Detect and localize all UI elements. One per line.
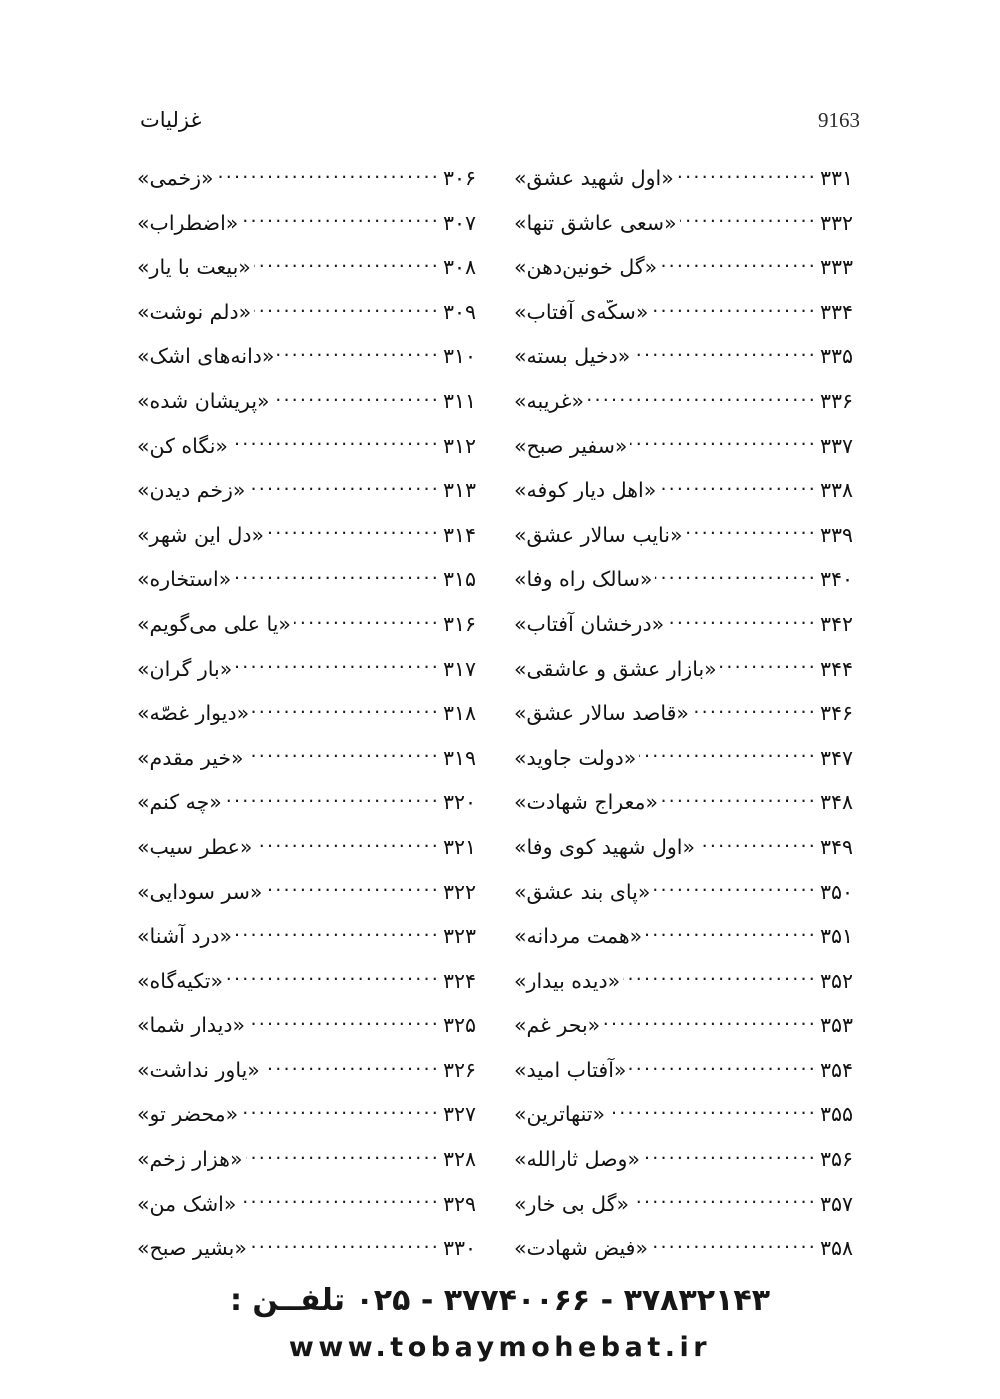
toc-dot-leader	[235, 660, 440, 676]
toc-entry-page-number: ۳۲۴	[443, 968, 477, 993]
toc-entry-title: «بیعت با یار»	[137, 255, 251, 280]
toc-dot-leader	[254, 258, 440, 274]
toc-entry-page-number: ۳۱۴	[443, 522, 477, 547]
footer-website[interactable]: www.tobaymohebat.ir	[288, 1332, 712, 1363]
toc-entry[interactable]	[509, 1102, 868, 1147]
toc-dot-leader	[231, 437, 440, 453]
toc-dot-leader	[645, 927, 817, 943]
toc-dot-leader	[267, 526, 440, 542]
toc-dot-leader	[651, 303, 817, 319]
toc-dot-leader	[225, 793, 440, 809]
toc-entry-page-number: ۳۴۷	[820, 745, 854, 770]
toc-entry-title: «درد آشنا»	[137, 924, 233, 949]
toc-entry[interactable]	[132, 211, 491, 256]
toc-entry[interactable]	[509, 478, 868, 523]
toc-dot-leader	[667, 615, 817, 631]
toc-entry-page-number: ۳۳۰	[443, 1236, 477, 1261]
toc-entry[interactable]	[132, 924, 491, 969]
toc-dot-leader	[603, 1016, 817, 1032]
toc-entry-page-number: ۳۱۵	[443, 567, 477, 592]
toc-entry[interactable]	[132, 1236, 491, 1281]
toc-entry[interactable]	[509, 166, 868, 211]
toc-entry-page-number: ۳۳۶	[820, 388, 854, 413]
toc-entry[interactable]	[132, 166, 491, 211]
toc-entry[interactable]	[132, 1192, 491, 1237]
toc-dot-leader	[659, 481, 817, 497]
toc-dot-leader	[629, 1061, 817, 1077]
toc-entry-title: «زخم دیدن»	[137, 478, 246, 503]
toc-dot-leader	[630, 437, 817, 453]
toc-entry[interactable]	[509, 389, 868, 434]
toc-entry-title: «اول شهید عشق»	[514, 166, 674, 190]
footer-phone-label: تلفــن :	[229, 1283, 345, 1318]
toc-dot-leader	[655, 570, 817, 586]
toc-dot-leader	[254, 303, 440, 319]
toc-dot-leader	[241, 1105, 440, 1121]
toc-entry-title: «یا علی می‌گویم»	[137, 611, 291, 636]
toc-dot-leader	[680, 214, 817, 230]
toc-entry-title: «زخمی»	[137, 166, 214, 190]
toc-dot-leader	[677, 169, 817, 185]
index-column-left	[509, 166, 868, 1281]
toc-entry-page-number: ۳۳۷	[820, 433, 854, 458]
toc-entry-page-number: ۳۱۲	[443, 433, 477, 458]
toc-entry[interactable]	[509, 1058, 868, 1103]
toc-entry-title: «تکیه‌گاه»	[137, 968, 224, 993]
toc-entry-page-number: ۳۳۵	[820, 344, 854, 369]
toc-entry[interactable]	[509, 835, 868, 880]
toc-entry-page-number: ۳۲۳	[443, 924, 477, 949]
toc-entry-page-number: ۳۵۸	[820, 1236, 854, 1261]
toc-dot-leader	[653, 883, 817, 899]
index-column-right	[132, 166, 491, 1281]
toc-entry[interactable]	[509, 523, 868, 568]
toc-entry-title: «نایب سالار عشق»	[514, 522, 683, 547]
toc-entry-title: «دانه‌های اشک»	[137, 344, 275, 369]
toc-entry-title: «غریبه»	[514, 388, 584, 413]
toc-dot-leader	[217, 169, 440, 185]
toc-entry-title: «گل خونین‌دهن»	[514, 255, 658, 280]
toc-entry-title: «دیوار غصّه»	[137, 701, 250, 726]
header-folio-number: 9163	[818, 107, 860, 132]
toc-entry-title: «بشیر صبح»	[137, 1236, 247, 1261]
toc-entry[interactable]	[132, 389, 491, 434]
toc-dot-leader	[255, 838, 440, 854]
toc-entry-title: «بحر غم»	[514, 1013, 601, 1038]
toc-entry-title: «هزار زخم»	[137, 1147, 243, 1172]
toc-entry-page-number: ۳۴۶	[820, 701, 854, 726]
toc-dot-leader	[623, 972, 817, 988]
toc-entry-page-number: ۳۳۴	[820, 299, 854, 324]
toc-entry-title: «تنهاترین»	[514, 1102, 605, 1127]
index-columns-container	[132, 166, 868, 1281]
toc-entry-title: «اضطراب»	[137, 210, 239, 235]
toc-entry-page-number: ۳۱۶	[443, 611, 477, 636]
toc-dot-leader	[265, 883, 440, 899]
toc-dot-leader	[660, 258, 817, 274]
toc-entry[interactable]	[132, 1058, 491, 1103]
toc-dot-leader	[633, 347, 817, 363]
header-section-title: غزلیات	[140, 108, 202, 132]
toc-entry-page-number: ۳۵۰	[820, 879, 854, 904]
toc-dot-leader	[248, 481, 440, 497]
toc-entry-page-number: ۳۵۵	[820, 1102, 854, 1127]
toc-entry[interactable]	[509, 434, 868, 479]
toc-entry-title: «درخشان آفتاب»	[514, 611, 665, 636]
toc-entry[interactable]	[132, 701, 491, 746]
toc-dot-leader	[661, 793, 817, 809]
toc-entry[interactable]	[509, 1192, 868, 1237]
page-footer	[0, 1283, 1000, 1363]
running-header	[140, 103, 860, 137]
toc-entry-title: «بار گران»	[137, 656, 233, 681]
toc-entry-page-number: ۳۰۸	[443, 255, 477, 280]
toc-entry-page-number: ۳۰۹	[443, 299, 477, 324]
toc-entry[interactable]	[509, 1236, 868, 1281]
toc-entry-title: «بازار عشق و عاشقی»	[514, 656, 717, 681]
toc-entry[interactable]	[509, 567, 868, 612]
toc-entry-page-number: ۳۲۹	[443, 1191, 477, 1216]
toc-entry-title: «دلم نوشت»	[137, 299, 252, 324]
toc-entry-title: «سکّه‌ی آفتاب»	[514, 299, 649, 324]
toc-entry-title: «سعی عاشق تنها»	[514, 210, 677, 235]
toc-entry-page-number: ۳۵۴	[820, 1057, 854, 1082]
toc-entry-title: «دل این شهر»	[137, 522, 265, 547]
toc-entry-title: «پای بند عشق»	[514, 879, 651, 904]
toc-entry-page-number: ۳۱۸	[443, 701, 477, 726]
toc-entry-page-number: ۳۲۸	[443, 1147, 477, 1172]
toc-dot-leader	[587, 392, 817, 408]
toc-entry-page-number: ۳۳۲	[820, 210, 854, 235]
toc-entry[interactable]	[509, 211, 868, 256]
toc-dot-leader	[250, 1239, 440, 1255]
toc-entry[interactable]	[509, 344, 868, 389]
toc-dot-leader	[246, 1150, 440, 1166]
toc-entry-page-number: ۳۴۹	[820, 834, 854, 859]
toc-dot-leader	[608, 1105, 817, 1121]
toc-dot-leader	[241, 214, 440, 230]
toc-entry-page-number: ۳۴۰	[820, 567, 854, 592]
toc-entry[interactable]	[132, 1013, 491, 1058]
toc-entry-title: «یاور نداشت»	[137, 1057, 260, 1082]
toc-entry[interactable]	[509, 746, 868, 791]
toc-dot-leader	[643, 1150, 817, 1166]
toc-entry-page-number: ۳۵۳	[820, 1013, 854, 1038]
toc-entry-title: «گل بی خار»	[514, 1191, 630, 1216]
toc-entry[interactable]	[509, 924, 868, 969]
toc-entry[interactable]	[509, 880, 868, 925]
toc-entry[interactable]	[132, 790, 491, 835]
toc-entry-page-number: ۳۴۴	[820, 656, 854, 681]
toc-entry-title: «آفتاب امید»	[514, 1057, 627, 1082]
toc-dot-leader	[273, 392, 440, 408]
toc-dot-leader	[698, 838, 817, 854]
toc-dot-leader	[651, 1239, 817, 1255]
toc-entry-title: «خیر مقدم»	[137, 745, 244, 770]
toc-entry[interactable]	[132, 434, 491, 479]
toc-entry-title: «دخیل بسته»	[514, 344, 631, 369]
toc-entry-title: «عطر سیب»	[137, 834, 253, 859]
toc-entry[interactable]	[509, 1147, 868, 1192]
toc-entry-page-number: ۳۲۵	[443, 1013, 477, 1038]
toc-entry-page-number: ۳۵۶	[820, 1147, 854, 1172]
toc-entry-page-number: ۳۱۷	[443, 656, 477, 681]
toc-entry-title: «محضر تو»	[137, 1102, 239, 1127]
toc-entry-title: «سفیر صبح»	[514, 433, 628, 458]
toc-entry-page-number: ۳۴۲	[820, 611, 854, 636]
toc-dot-leader	[263, 1061, 440, 1077]
toc-dot-leader	[277, 347, 440, 363]
toc-entry[interactable]	[509, 701, 868, 746]
toc-entry-page-number: ۳۲۶	[443, 1057, 477, 1082]
toc-dot-leader	[632, 1195, 817, 1211]
toc-entry-title: «استخاره»	[137, 567, 232, 592]
toc-entry-title: «نگاه کن»	[137, 433, 228, 458]
toc-entry-page-number: ۳۱۰	[443, 344, 477, 369]
toc-entry-page-number: ۳۳۳	[820, 255, 854, 280]
toc-entry-page-number: ۳۲۷	[443, 1102, 477, 1127]
toc-entry-page-number: ۳۳۹	[820, 522, 854, 547]
toc-entry-page-number: ۳۱۱	[443, 388, 477, 413]
toc-entry[interactable]	[132, 835, 491, 880]
toc-entry[interactable]	[132, 478, 491, 523]
toc-entry-title: «دولت جاوید»	[514, 745, 637, 770]
toc-entry[interactable]	[509, 612, 868, 657]
toc-dot-leader	[686, 526, 817, 542]
toc-entry-page-number: ۳۵۱	[820, 924, 854, 949]
toc-entry[interactable]	[132, 746, 491, 791]
toc-entry-page-number: ۳۲۲	[443, 879, 477, 904]
toc-entry-page-number: ۳۲۱	[443, 834, 477, 859]
toc-dot-leader	[252, 704, 440, 720]
toc-entry[interactable]	[509, 255, 868, 300]
toc-entry[interactable]	[132, 300, 491, 345]
toc-entry[interactable]	[132, 1147, 491, 1192]
footer-phone-line	[0, 1283, 1000, 1318]
toc-entry[interactable]	[132, 969, 491, 1014]
toc-entry-title: «سر سودایی»	[137, 879, 263, 904]
toc-entry-title: «اشک من»	[137, 1191, 237, 1216]
toc-entry[interactable]	[509, 969, 868, 1014]
toc-entry-page-number: ۳۴۸	[820, 790, 854, 815]
toc-entry-title: «دیدار شما»	[137, 1013, 246, 1038]
toc-entry-title: «دیده بیدار»	[514, 968, 621, 993]
toc-entry-title: «اهل دیار کوفه»	[514, 478, 657, 503]
toc-entry-page-number: ۳۰۷	[443, 210, 477, 235]
toc-entry[interactable]	[132, 567, 491, 612]
toc-dot-leader	[248, 1016, 440, 1032]
toc-entry[interactable]	[132, 255, 491, 300]
toc-entry-title: «همت مردانه»	[514, 924, 643, 949]
toc-entry-title: «معراج شهادت»	[514, 790, 659, 815]
toc-entry[interactable]	[509, 657, 868, 702]
toc-entry-page-number: ۳۱۹	[443, 745, 477, 770]
toc-entry-page-number: ۳۳۱	[820, 166, 854, 190]
toc-entry-title: «پریشان شده»	[137, 388, 270, 413]
toc-entry-title: «چه کنم»	[137, 790, 222, 815]
toc-entry-title: «وصل ثارالله»	[514, 1147, 641, 1172]
toc-entry-title: «اول شهید کوی وفا»	[514, 834, 696, 859]
toc-entry-page-number: ۳۵۷	[820, 1191, 854, 1216]
toc-dot-leader	[239, 1195, 440, 1211]
toc-entry[interactable]	[132, 344, 491, 389]
toc-dot-leader	[247, 749, 440, 765]
toc-entry-title: «فیض شهادت»	[514, 1236, 649, 1261]
toc-entry[interactable]	[509, 1013, 868, 1058]
toc-entry-page-number: ۳۰۶	[443, 166, 477, 190]
toc-entry[interactable]	[132, 1102, 491, 1147]
toc-entry-title: «قاصد سالار عشق»	[514, 701, 689, 726]
toc-entry[interactable]	[132, 612, 491, 657]
toc-dot-leader	[234, 570, 440, 586]
toc-dot-leader	[235, 927, 440, 943]
toc-dot-leader	[720, 660, 817, 676]
toc-dot-leader	[692, 704, 817, 720]
toc-entry[interactable]	[132, 523, 491, 568]
toc-dot-leader	[226, 972, 440, 988]
toc-entry-page-number: ۳۲۰	[443, 790, 477, 815]
toc-entry-page-number: ۳۵۲	[820, 968, 854, 993]
toc-dot-leader	[294, 615, 440, 631]
toc-entry[interactable]	[132, 880, 491, 925]
toc-entry[interactable]	[132, 657, 491, 702]
footer-phone-numbers: ۳۷۸۳۲۱۴۳ - ۳۷۷۴۰۰۶۶ - ۰۲۵	[355, 1283, 771, 1318]
toc-dot-leader	[639, 749, 817, 765]
toc-entry[interactable]	[509, 790, 868, 835]
toc-entry-title: «سالک راه وفا»	[514, 567, 653, 592]
toc-entry[interactable]	[509, 300, 868, 345]
toc-entry-page-number: ۳۳۸	[820, 478, 854, 503]
toc-entry-page-number: ۳۱۳	[443, 478, 477, 503]
